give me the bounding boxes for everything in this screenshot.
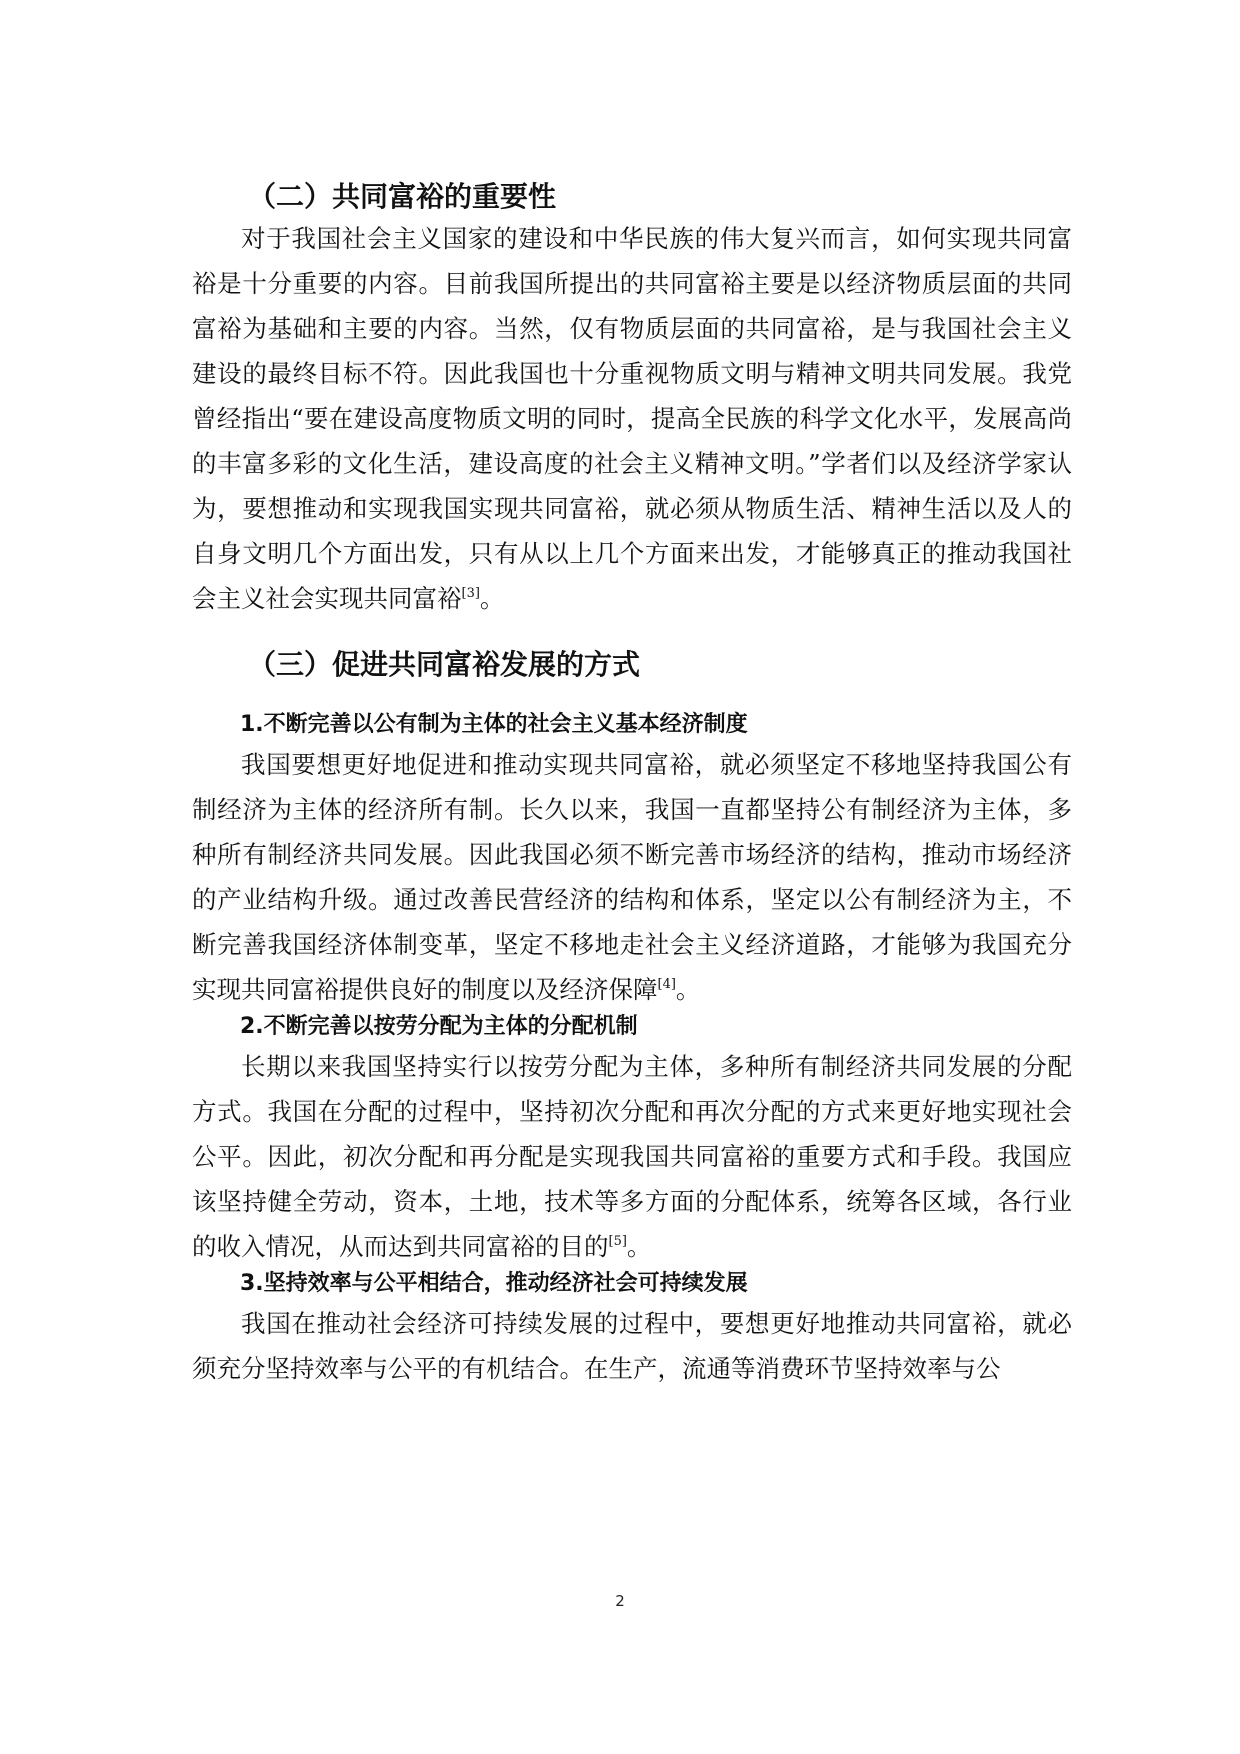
- citation-ref: [4]: [657, 977, 676, 992]
- section-heading-importance: （二）共同富裕的重要性: [248, 180, 557, 213]
- page-number: 2: [615, 1592, 625, 1610]
- paragraph-text: 长期以来我国坚持实行以按劳分配为主体，多种所有制经济共同发展的分配方式。我国在分配的过程中，坚持初次分配和再次分配的方式来更好地实现社会公平。因此，初次分配和再分配是实现我国共同富裕的重要方式和手段。我国应该坚持健全劳动，资本，土地，技术等多方面的分配体系，统筹各区域，各行业的收入情况，从而达到共同富裕的目的: [192, 1052, 1072, 1261]
- subheading-efficiency-fairness: 3.坚持效率与公平相结合，推动经济社会可持续发展: [240, 1271, 748, 1296]
- paragraph-text: 我国在推动社会经济可持续发展的过程中，要想更好地推动共同富裕，就必须充分坚持效率与公平的有机结合。在生产，流通等消费环节坚持效率与公: [192, 1309, 1072, 1383]
- paragraph-end: 。: [626, 1232, 652, 1261]
- paragraph-public-ownership: [192, 742, 1072, 1012]
- citation-ref: [3]: [461, 586, 480, 601]
- citation-ref: [5]: [608, 1234, 627, 1249]
- paragraph-text: 对于我国社会主义国家的建设和中华民族的伟大复兴而言，如何实现共同富裕是十分重要的内容。目前我国所提出的共同富裕主要是以经济物质层面的共同富裕为基础和主要的内容。当然，仅有物质层面的共同富裕，是与我国社会主义建设的最终目标不符。因此我国也十分重视物质文明与精神文明共同发展。我党曾经指出“要在建设高度物质文明的同时，提高全民族的科学文化水平，发展高尚的丰富多彩的文化生活，建设高度的社会主义精神文明。”学者们以及经济学家认为，要想推动和实现我国实现共同富裕，就必须从物质生活、精神生活以及人的自身文明几个方面出发，只有从以上几个方面来出发，才能够真正的推动我国社会主义社会实现共同富裕: [192, 224, 1072, 613]
- subheading-distribution: 2.不断完善以按劳分配为主体的分配机制: [240, 1014, 638, 1039]
- subheading-public-ownership: 1.不断完善以公有制为主体的社会主义基本经济制度: [240, 712, 748, 737]
- paragraph-importance: [192, 216, 1072, 621]
- paragraph-end: 。: [479, 584, 505, 613]
- paragraph-efficiency-fairness: [192, 1301, 1072, 1391]
- paragraph-distribution: [192, 1044, 1072, 1269]
- paragraph-text: 我国要想更好地促进和推动实现共同富裕，就必须坚定不移地坚持我国公有制经济为主体的经济所有制。长久以来，我国一直都坚持公有制经济为主体，多种所有制经济共同发展。因此我国必须不断完善市场经济的结构，推动市场经济的产业结构升级。通过改善民营经济的结构和体系，坚定以公有制经济为主，不断完善我国经济体制变革，坚定不移地走社会主义经济道路，才能够为我国充分实现共同富裕提供良好的制度以及经济保障: [192, 750, 1072, 1004]
- paragraph-end: 。: [675, 975, 701, 1004]
- section-heading-methods: （三）促进共同富裕发展的方式: [248, 648, 641, 681]
